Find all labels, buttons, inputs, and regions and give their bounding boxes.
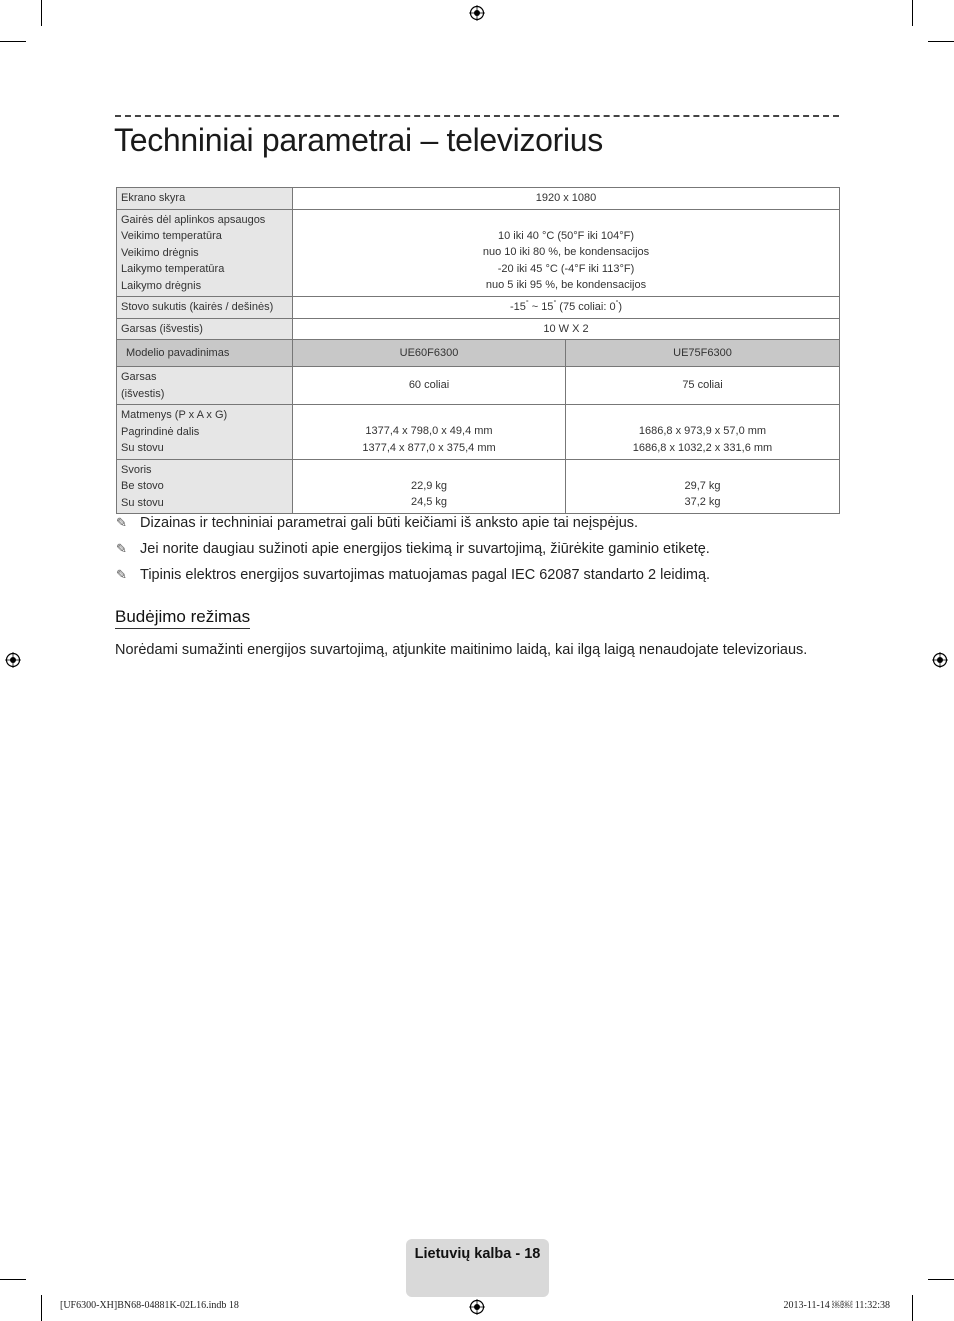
note-item — [116, 564, 846, 590]
spec-label: Matmenys (P x A x G) — [121, 409, 228, 421]
spec-value-group — [293, 405, 566, 460]
spec-label: Ekrano skyra — [117, 188, 293, 210]
spec-label: Laikymo temperatūra — [121, 263, 225, 275]
model-header-1: UE60F6300 — [293, 340, 566, 367]
crop-mark-top-left-h — [0, 41, 26, 42]
page-number-label: Lietuvių kalba - 18 — [414, 1246, 541, 1262]
spec-label: Laikymo drėgnis — [121, 279, 202, 292]
table-row — [117, 188, 840, 210]
swivel-value-part: (75 coliai: 0 — [556, 301, 616, 313]
spec-label: Garsas (išvestis) — [117, 318, 293, 340]
swivel-value-part: ~ 15 — [528, 301, 554, 313]
table-header-row — [117, 340, 840, 367]
crop-mark-top-left-v — [41, 0, 42, 26]
registration-mark-icon — [469, 1299, 485, 1315]
pencil-note-icon: ✎ — [116, 567, 127, 582]
note-text: Dizainas ir techniniai parametrai gali būti keičiami iš anksto apie tai neįspėjus. — [140, 515, 639, 531]
degree-mark: ° — [615, 300, 619, 307]
note-text: Jei norite daugiau sužinoti apie energijos tiekimą ir suvartojimą, žiūrėkite gaminio etiketę. — [140, 541, 710, 557]
section-heading: Budėjimo režimas — [115, 607, 250, 629]
spec-value: 22,9 kg — [410, 479, 448, 492]
spec-label: Svoris — [121, 463, 152, 476]
crop-mark-top-right-h — [928, 41, 954, 42]
note-item — [116, 512, 846, 538]
crop-mark-bottom-right-v — [912, 1295, 913, 1321]
spec-label-group — [117, 209, 293, 297]
spec-label: Veikimo temperatūra — [121, 230, 222, 242]
spec-value-group — [293, 209, 840, 297]
spec-value: 75 coliai — [566, 367, 840, 405]
note-text: Tipinis elektros energijos suvartojimas matuojamas pagal IEC 62087 standarto 2 leidimą. — [140, 567, 711, 583]
crop-mark-bottom-left-v — [41, 1295, 42, 1321]
degree-mark: ° — [525, 300, 529, 307]
registration-mark-icon — [469, 5, 485, 21]
spec-label: (išvestis) — [121, 387, 165, 400]
model-header-label: Modelio pavadinimas — [117, 340, 293, 367]
spec-label: Be stovo — [121, 480, 164, 492]
crop-mark-bottom-right-h — [928, 1279, 954, 1280]
table-row — [117, 367, 840, 405]
section-paragraph: Norėdami sumažinti energijos suvartojimą, atjunkite maitinimo laidą, kai ilgą laigą nenaudojate televizoriaus. — [115, 642, 808, 658]
table-row — [117, 209, 840, 297]
spec-value: 29,7 kg — [684, 479, 721, 492]
spec-label: Veikimo drėgnis — [121, 246, 199, 259]
spec-value-group — [293, 459, 566, 514]
table-row — [117, 318, 840, 340]
model-header-2: UE75F6300 — [566, 340, 840, 367]
table-row — [117, 459, 840, 514]
spec-value: 60 coliai — [293, 367, 566, 405]
spec-label-group — [117, 367, 293, 405]
page-title: Techniniai parametrai – televizorius — [114, 122, 603, 158]
notes-list — [116, 512, 846, 590]
spec-value: nuo 5 iki 95 %, be kondensacijos — [485, 279, 647, 292]
swivel-value-part: ) — [618, 301, 623, 313]
spec-label-group — [117, 459, 293, 514]
registration-mark-icon — [932, 652, 948, 668]
registration-mark-icon — [5, 652, 21, 668]
crop-mark-top-right-v — [912, 0, 913, 26]
print-slug-file: [UF6300-XH]BN68-04881K-02L16.indb 18 — [60, 1300, 239, 1311]
spec-value — [293, 297, 840, 319]
title-dashed-rule — [115, 115, 839, 117]
spec-value-group — [566, 459, 840, 514]
table-row — [117, 297, 840, 319]
spec-value: 1920 x 1080 — [293, 188, 840, 210]
spec-label: Pagrindinė dalis — [121, 425, 200, 438]
degree-mark: ° — [553, 300, 557, 307]
spec-value: 10 iki 40 °C (50°F iki 104°F) — [497, 229, 635, 242]
pencil-note-icon: ✎ — [116, 541, 127, 556]
spec-value: 1377,4 x 877,0 x 375,4 mm — [362, 441, 496, 454]
table-row — [117, 405, 840, 460]
spec-label: Su stovu — [121, 442, 164, 454]
spec-value: 37,2 kg — [684, 496, 721, 509]
spec-label: Garsas — [121, 371, 157, 383]
note-item — [116, 538, 846, 564]
spec-value: 1377,4 x 798,0 x 49,4 mm — [365, 425, 493, 438]
pencil-note-icon: ✎ — [116, 515, 127, 530]
spec-value: nuo 10 iki 80 %, be kondensacijos — [482, 246, 650, 259]
spec-value: -20 iki 45 °C (-4°F iki 113°F) — [497, 262, 635, 275]
spec-value: 1686,8 x 973,9 x 57,0 mm — [638, 425, 767, 438]
spec-label: Gairės dėl aplinkos apsaugos — [121, 213, 266, 226]
spec-value: 24,5 kg — [410, 496, 448, 509]
spec-table — [116, 187, 840, 514]
spec-label: Su stovu — [121, 496, 164, 509]
crop-mark-bottom-left-h — [0, 1279, 26, 1280]
spec-label: Stovo sukutis (kairės / dešinės) — [117, 297, 293, 319]
print-slug-date: 2013-11-14 ￼￼ 11:32:38 — [783, 1300, 890, 1311]
spec-label-group — [117, 405, 293, 460]
spec-value-group — [566, 405, 840, 460]
spec-value: 10 W X 2 — [293, 318, 840, 340]
swivel-value-part: -15 — [509, 301, 526, 313]
spec-value: 1686,8 x 1032,2 x 331,6 mm — [632, 441, 773, 454]
